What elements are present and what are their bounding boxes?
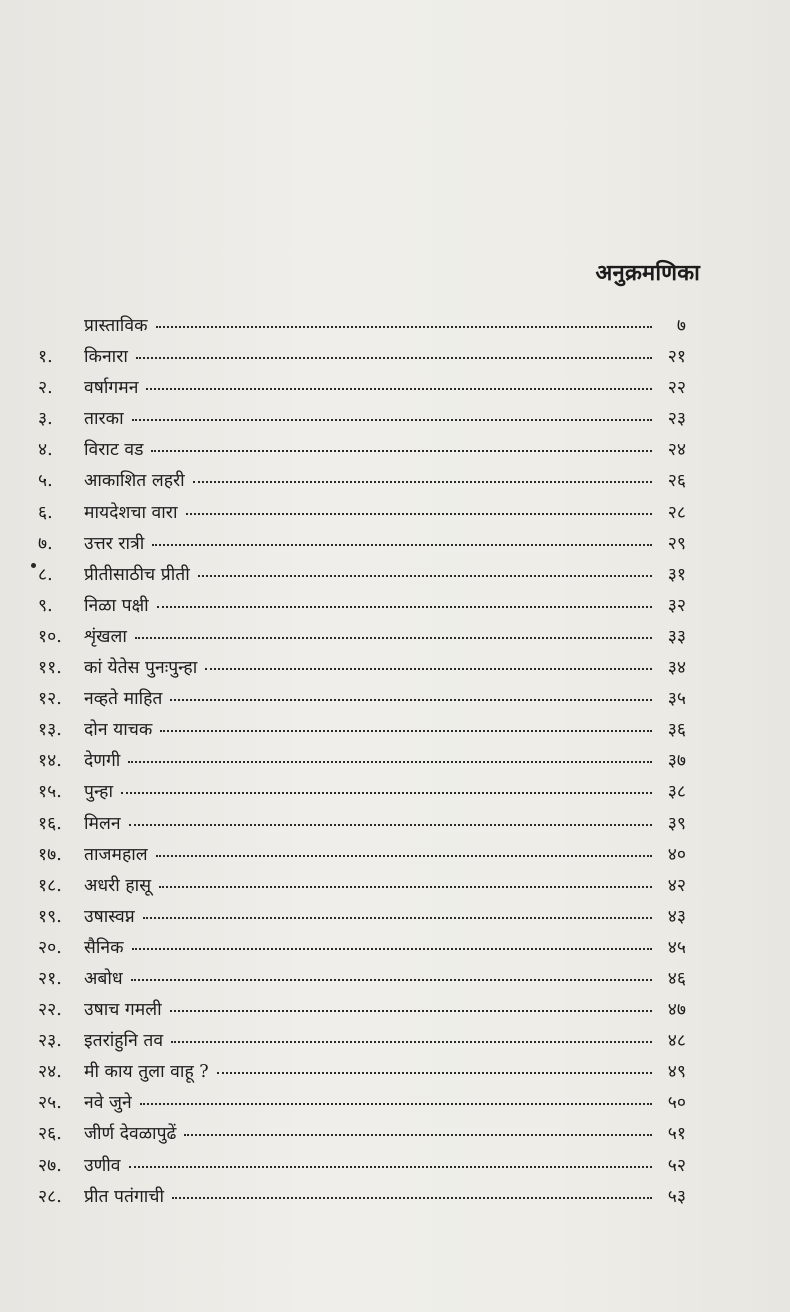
toc-entry-title: उणीव	[84, 1155, 121, 1176]
toc-entry-title: अबोध	[84, 968, 123, 989]
toc-entry-title: नव्हते माहित	[84, 689, 163, 710]
toc-entry-page: ३८	[667, 782, 686, 803]
toc-entry	[38, 468, 686, 499]
toc-entry-page: ३५	[667, 689, 686, 710]
toc-entry-title: नवे जुने	[84, 1093, 132, 1114]
toc-entry-page: ४३	[667, 906, 686, 927]
dot-leader	[205, 668, 652, 670]
toc-entry-title: इतरांहुनि तव	[84, 1031, 164, 1052]
dot-leader	[136, 357, 652, 359]
toc-entry	[38, 406, 686, 437]
dot-leader	[184, 1134, 652, 1136]
toc-entry-page: २८	[667, 502, 686, 523]
dot-leader	[171, 1041, 652, 1043]
toc-entry-title: निळा पक्षी	[84, 595, 149, 616]
toc-entry-title: ताजमहाल	[84, 844, 148, 865]
toc-entry-number: १८.	[38, 875, 62, 896]
dot-leader	[186, 513, 653, 515]
toc-entry-title: प्रीतीसाठीच प्रीती	[84, 564, 190, 585]
toc-entry-page: ३३	[667, 626, 686, 647]
toc-entry	[38, 717, 686, 748]
toc-entry-title: वर्षागमन	[84, 378, 139, 399]
dot-leader	[151, 450, 652, 452]
toc-entry-title: विराट वड	[84, 440, 144, 461]
toc-entry-page: ४५	[667, 937, 686, 958]
toc-entry-number: ७.	[38, 533, 53, 554]
toc-entry-page: २९	[667, 533, 686, 554]
toc-entry-number: २३.	[38, 1031, 62, 1052]
toc-entry-page: ३१	[667, 564, 686, 585]
page-title: अनुक्रमणिका	[595, 260, 700, 286]
dot-leader	[156, 326, 652, 328]
toc-entry-number: १५.	[38, 782, 62, 803]
toc-entry	[38, 1184, 686, 1215]
toc-entry-number: २८.	[38, 1186, 62, 1207]
toc-entry-number: ४.	[38, 440, 53, 461]
toc-entry-title: दोन याचक	[84, 720, 153, 741]
toc-entry-title: मिलन	[84, 813, 121, 834]
dot-leader	[193, 481, 652, 483]
dot-leader	[152, 544, 652, 546]
toc-entry-page: ३६	[667, 720, 686, 741]
toc-entry-page: ७	[676, 316, 686, 336]
dot-leader	[132, 948, 652, 950]
toc-entry-page: ४०	[667, 844, 686, 865]
toc-entry-number: १९.	[38, 906, 62, 927]
toc-entry	[38, 375, 686, 406]
toc-entry-title: कां येतेस पुनःपुन्हा	[84, 658, 198, 679]
dot-leader	[135, 637, 652, 639]
dot-leader	[129, 1166, 652, 1168]
toc-entry-page: ५३	[667, 1186, 686, 1207]
dot-leader	[159, 886, 652, 888]
toc-entry	[38, 1121, 686, 1152]
toc-entry-page: ३२	[667, 595, 686, 616]
toc-entry-page: ४८	[667, 1031, 686, 1052]
toc-entry-title: मी काय तुला वाहू ?	[84, 1062, 209, 1083]
dot-leader	[131, 979, 652, 981]
toc-entry	[38, 500, 686, 531]
toc-entry	[38, 686, 686, 717]
toc-entry-page: ४२	[667, 875, 686, 896]
toc-entry-title: शृंखला	[84, 626, 127, 647]
toc-entry-number: २०.	[38, 937, 62, 958]
toc-entry-page: २३	[667, 409, 686, 430]
toc-entry-number: २६.	[38, 1124, 62, 1145]
toc-entry-page: २६	[667, 471, 686, 492]
toc-entry-number: २.	[38, 378, 53, 399]
toc-entry-number: २२.	[38, 1000, 62, 1021]
toc-entry-number: ९.	[38, 595, 53, 616]
toc-entry	[38, 624, 686, 655]
dot-leader	[160, 730, 652, 732]
toc-entry-title: तारका	[84, 409, 124, 430]
toc-entry-title: प्रास्ताविक	[84, 316, 148, 336]
toc-entry-number: ११.	[38, 658, 62, 679]
dot-leader	[217, 1072, 652, 1074]
dot-leader	[132, 419, 652, 421]
toc-entry	[38, 811, 686, 842]
toc-entry	[38, 904, 686, 935]
toc-entry-page: ३९	[667, 813, 686, 834]
toc-entry-title: अधरी हासू	[84, 875, 152, 896]
toc-entry-title: सैनिक	[84, 937, 124, 958]
toc-entry	[38, 966, 686, 997]
dot-leader	[140, 1103, 652, 1105]
toc-entry-page: ३७	[667, 751, 686, 772]
toc-entry-title: किनारा	[84, 347, 128, 368]
toc-entry	[38, 842, 686, 873]
toc-entry-page: २२	[667, 378, 686, 399]
dot-leader	[143, 917, 652, 919]
toc-entry-number: १७.	[38, 844, 62, 865]
dot-leader	[198, 575, 652, 577]
toc-entry-number: १६.	[38, 813, 62, 834]
dot-leader	[121, 792, 652, 794]
toc-entry	[38, 997, 686, 1028]
dot-leader	[146, 388, 652, 390]
toc-entry-number: ८.	[38, 564, 53, 585]
dot-leader	[172, 1197, 652, 1199]
toc-entry-title: उत्तर रात्री	[84, 533, 145, 554]
dot-leader	[157, 606, 652, 608]
toc-entry	[38, 531, 686, 562]
toc-entry-title: जीर्ण देवळापुढें	[84, 1124, 177, 1145]
toc-entry-number: १०.	[38, 626, 62, 647]
toc-entry	[38, 779, 686, 810]
table-of-contents	[38, 313, 686, 1215]
toc-entry	[38, 1090, 686, 1121]
toc-entry	[38, 313, 686, 344]
toc-entry-title: प्रीत पतंगाची	[84, 1186, 164, 1207]
dot-leader	[170, 1010, 652, 1012]
toc-entry-number: २१.	[38, 968, 62, 989]
toc-entry	[38, 562, 686, 593]
toc-entry-number: १२.	[38, 689, 62, 710]
toc-entry-title: मायदेशचा वारा	[84, 502, 178, 523]
toc-entry-number: २५.	[38, 1093, 62, 1114]
ink-mark	[31, 563, 36, 568]
toc-entry-page: २१	[667, 347, 686, 368]
toc-entry	[38, 655, 686, 686]
toc-entry-number: ६.	[38, 502, 53, 523]
toc-entry	[38, 344, 686, 375]
toc-entry-title: उषाच गमली	[84, 1000, 162, 1021]
dot-leader	[170, 699, 652, 701]
toc-entry-number: २७.	[38, 1155, 62, 1176]
toc-entry-title: आकाशित लहरी	[84, 471, 185, 492]
toc-entry	[38, 593, 686, 624]
toc-entry-page: ४६	[667, 968, 686, 989]
toc-entry	[38, 1153, 686, 1184]
dot-leader	[128, 761, 652, 763]
toc-entry-page: ४९	[667, 1062, 686, 1083]
toc-entry-page: ३४	[667, 658, 686, 679]
toc-entry-page: २४	[667, 440, 686, 461]
toc-entry-page: ५१	[667, 1124, 686, 1145]
toc-entry-number: १.	[38, 347, 53, 368]
dot-leader	[156, 855, 652, 857]
toc-entry	[38, 1028, 686, 1059]
toc-entry-title: पुन्हा	[84, 782, 113, 803]
dot-leader	[129, 824, 652, 826]
toc-entry	[38, 437, 686, 468]
toc-entry	[38, 873, 686, 904]
toc-entry-page: ४७	[667, 1000, 686, 1021]
toc-entry	[38, 748, 686, 779]
toc-entry	[38, 935, 686, 966]
toc-entry-number: १३.	[38, 720, 62, 741]
toc-entry-number: १४.	[38, 751, 62, 772]
toc-entry-title: देणगी	[84, 751, 121, 772]
toc-entry	[38, 1059, 686, 1090]
toc-entry-number: ३.	[38, 409, 53, 430]
toc-entry-title: उषास्वप्न	[84, 906, 135, 927]
toc-entry-page: ५०	[667, 1093, 686, 1114]
toc-entry-number: २४.	[38, 1062, 62, 1083]
toc-entry-page: ५२	[667, 1155, 686, 1176]
toc-entry-number: ५.	[38, 471, 53, 492]
